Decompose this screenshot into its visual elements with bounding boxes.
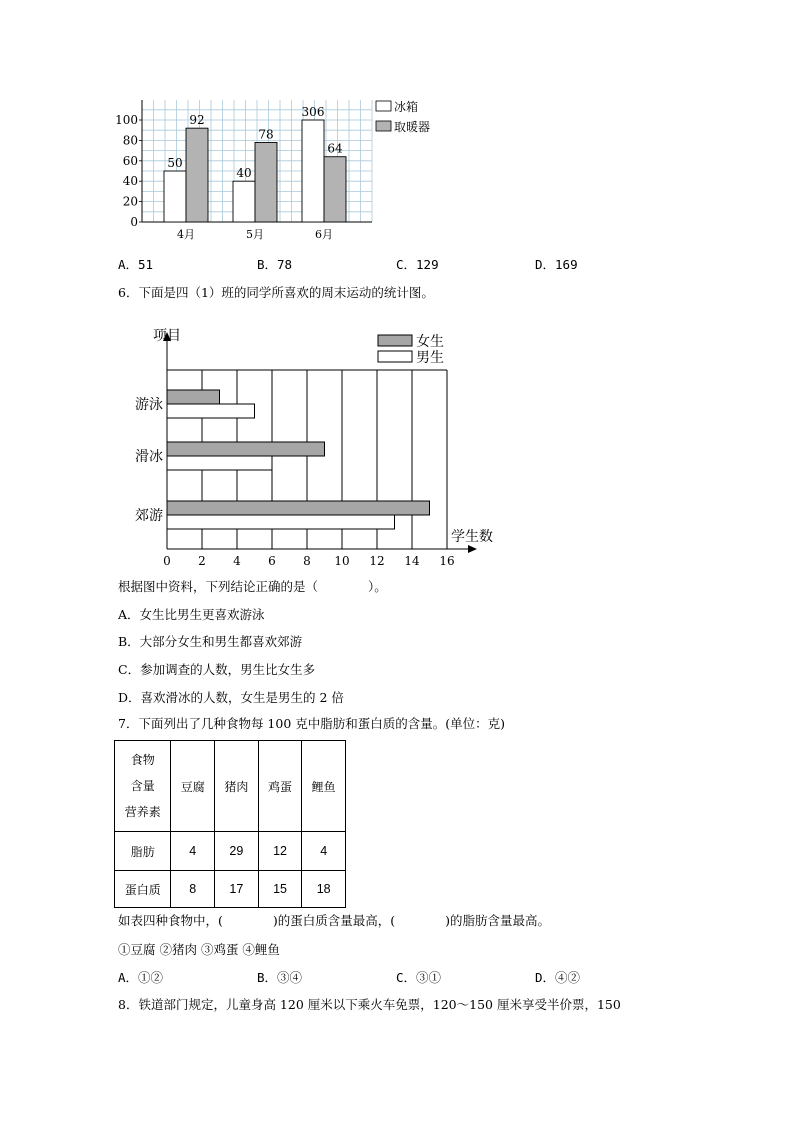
legend-swatch bbox=[376, 121, 391, 131]
q6-stem: 6．下面是四（1）班的同学所喜欢的周末运动的统计图。 bbox=[118, 285, 434, 300]
data-label: 306 bbox=[301, 105, 325, 119]
bar-取暖器 bbox=[324, 157, 346, 222]
sales-bar-chart bbox=[100, 92, 460, 252]
bar-男生 bbox=[167, 404, 255, 418]
food-header-carp: 鲤鱼 bbox=[302, 741, 346, 832]
x-tick-label: 2 bbox=[198, 554, 206, 567]
data-label: 92 bbox=[189, 113, 205, 128]
bar-男生 bbox=[167, 456, 272, 470]
data-label: 50 bbox=[167, 156, 183, 170]
table-corner-header bbox=[115, 741, 171, 832]
legend-label: 男生 bbox=[416, 350, 444, 366]
cell-fat-tofu: 4 bbox=[171, 832, 215, 871]
q6-prompt: 根据图中资料，下列结论正确的是（ ）。 bbox=[118, 579, 387, 594]
y-axis-title: 项目 bbox=[153, 328, 181, 344]
legend-swatch bbox=[378, 335, 412, 346]
y-category-label: 游泳 bbox=[135, 397, 163, 413]
q7-choices: ①豆腐 ②猪肉 ③鸡蛋 ④鲤鱼 bbox=[118, 942, 280, 957]
bar-男生 bbox=[167, 515, 395, 529]
q5-option-d[interactable]: D．169 bbox=[535, 257, 578, 272]
legend-swatch bbox=[378, 351, 412, 362]
cell-protein-egg: 15 bbox=[258, 871, 302, 908]
x-tick-label: 4 bbox=[233, 554, 241, 567]
x-tick-label: 10 bbox=[334, 554, 350, 567]
cell-protein-carp: 18 bbox=[302, 871, 346, 908]
q5-option-b[interactable]: B．78 bbox=[257, 257, 293, 272]
food-header-pork: 猪肉 bbox=[215, 741, 259, 832]
y-tick-label: 20 bbox=[122, 194, 138, 209]
y-category-label: 滑冰 bbox=[135, 449, 163, 465]
x-tick-label: 14 bbox=[404, 554, 420, 567]
q8-stem: 8．铁道部门规定，儿童身高 120 厘米以下乘火车免票，120～150 厘米享受半价票，150 bbox=[118, 997, 621, 1012]
x-tick-label: 4月 bbox=[177, 228, 195, 241]
header-food-label: 食物 bbox=[130, 753, 155, 767]
x-tick-label: 16 bbox=[439, 554, 455, 567]
sports-hbar-chart bbox=[120, 322, 510, 567]
q6-option-a[interactable]: A．女生比男生更喜欢游泳 bbox=[118, 607, 265, 622]
q7-option-a[interactable]: A．①② bbox=[118, 970, 164, 985]
food-header-egg: 鸡蛋 bbox=[258, 741, 302, 832]
x-tick-label: 5月 bbox=[246, 228, 264, 241]
table-row bbox=[115, 871, 346, 908]
header-nutrient-label: 营养素 bbox=[124, 805, 161, 819]
q6-option-b[interactable]: B．大部分女生和男生都喜欢郊游 bbox=[118, 634, 303, 649]
nutrition-table bbox=[114, 740, 346, 908]
q6-option-c[interactable]: C．参加调查的人数，男生比女生多 bbox=[118, 662, 316, 677]
row-label-fat: 脂肪 bbox=[115, 832, 171, 871]
bar-冰箱 bbox=[164, 171, 186, 222]
bar-冰箱 bbox=[302, 120, 324, 222]
x-axis-title: 学生数 bbox=[451, 529, 493, 545]
y-category-label: 郊游 bbox=[135, 508, 163, 524]
bar-取暖器 bbox=[255, 142, 277, 222]
x-axis-arrow bbox=[468, 545, 477, 553]
row-label-protein: 蛋白质 bbox=[115, 871, 171, 908]
header-content-label: 含量 bbox=[130, 779, 155, 793]
table-row bbox=[115, 832, 346, 871]
legend-label: 取暖器 bbox=[394, 120, 431, 134]
q7-option-d[interactable]: D．④② bbox=[535, 970, 581, 985]
y-tick-label: 100 bbox=[115, 113, 138, 127]
q7-option-b[interactable]: B．③④ bbox=[257, 970, 303, 985]
bar-女生 bbox=[167, 442, 325, 456]
q5-option-c[interactable]: C．129 bbox=[396, 257, 439, 272]
data-label: 64 bbox=[327, 141, 343, 156]
y-tick-label: 60 bbox=[122, 153, 138, 168]
cell-fat-carp: 4 bbox=[302, 832, 346, 871]
q6-option-d[interactable]: D．喜欢滑冰的人数，女生是男生的 2 倍 bbox=[118, 690, 344, 705]
legend-swatch bbox=[376, 101, 391, 111]
q7-stem: 7．下面列出了几种食物每 100 克中脂肪和蛋白质的含量。(单位：克) bbox=[118, 716, 506, 731]
q5-option-a[interactable]: A．51 bbox=[118, 257, 154, 272]
food-header-tofu: 豆腐 bbox=[171, 741, 215, 832]
x-tick-label: 12 bbox=[369, 554, 385, 567]
bar-取暖器 bbox=[186, 128, 208, 222]
data-label: 40 bbox=[236, 166, 252, 181]
cell-fat-pork: 29 bbox=[215, 832, 259, 871]
y-tick-label: 40 bbox=[122, 174, 138, 189]
legend-label: 冰箱 bbox=[394, 100, 419, 114]
legend-label: 女生 bbox=[416, 334, 444, 350]
x-tick-label: 0 bbox=[163, 554, 171, 567]
q7-fill-line: 如表四种食物中，( )的蛋白质含量最高，( )的脂肪含量最高。 bbox=[118, 913, 551, 928]
bar-女生 bbox=[167, 390, 220, 404]
bar-女生 bbox=[167, 501, 430, 515]
y-tick-label: 80 bbox=[122, 133, 138, 148]
x-tick-label: 6月 bbox=[315, 228, 333, 241]
x-tick-label: 8 bbox=[303, 554, 311, 567]
table-header-row bbox=[115, 741, 346, 832]
x-tick-label: 6 bbox=[268, 554, 276, 567]
cell-protein-pork: 17 bbox=[215, 871, 259, 908]
q7-option-c[interactable]: C．③① bbox=[396, 970, 442, 985]
data-label: 78 bbox=[258, 127, 274, 142]
cell-protein-tofu: 8 bbox=[171, 871, 215, 908]
y-tick-label: 0 bbox=[130, 215, 138, 229]
cell-fat-egg: 12 bbox=[258, 832, 302, 871]
bar-冰箱 bbox=[233, 181, 255, 222]
